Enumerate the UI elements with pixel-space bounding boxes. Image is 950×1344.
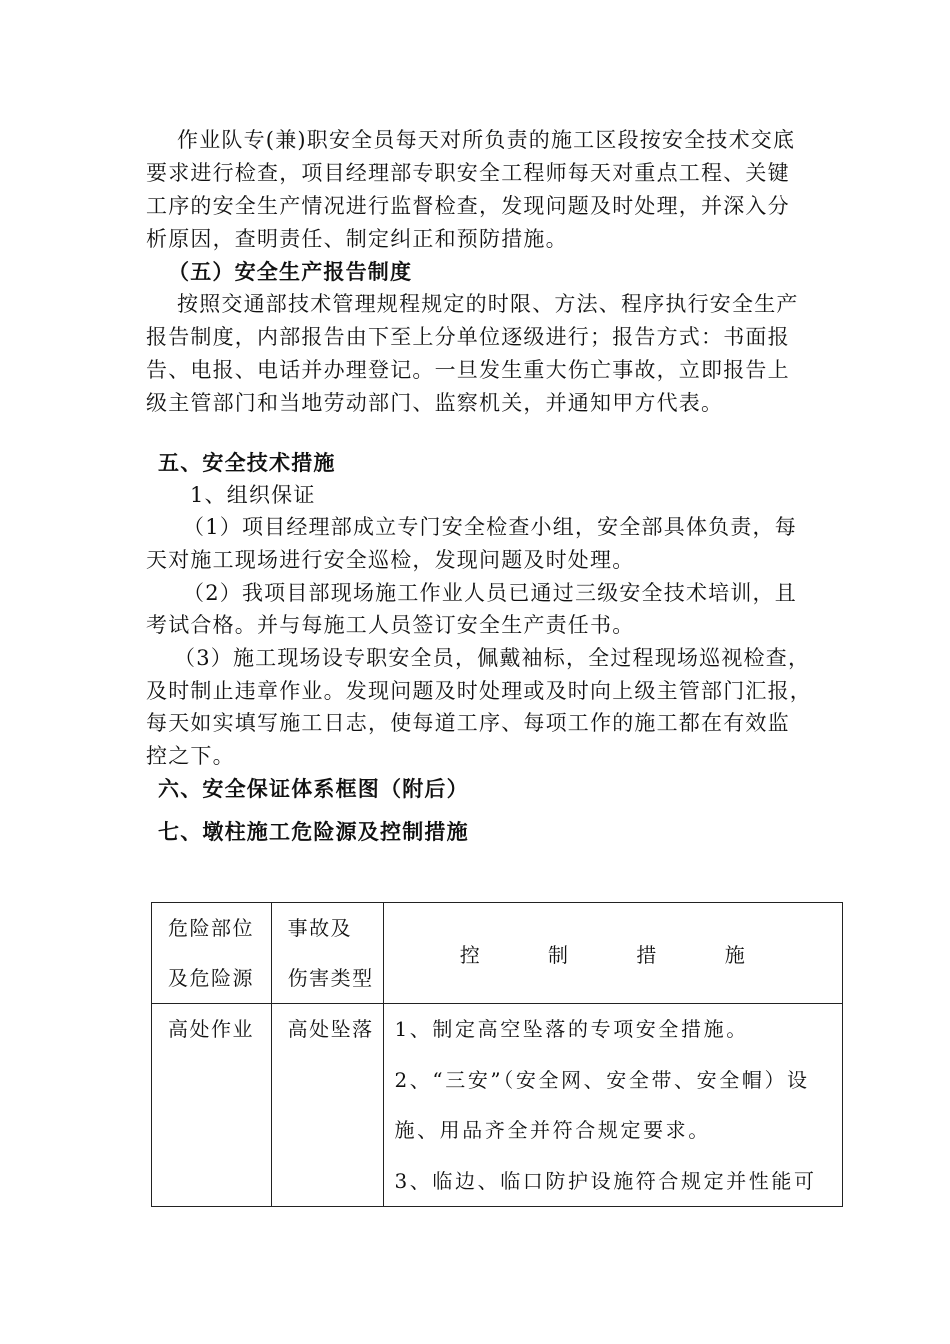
subsection-heading: （五）安全生产报告制度 [168,259,413,284]
section-heading: 五、安全技术措施 [158,450,336,475]
paragraph-line: 按照交通部技术管理规程规定的时限、方法、程序执行安全生产 [177,292,799,316]
table-row [152,1004,843,1207]
header-text: 及危险源 [168,966,254,990]
section-heading: 七、墩柱施工危险源及控制措施 [158,819,469,844]
paragraph-line: 考试合格。并与每施工人员签订安全生产责任书。 [146,613,635,637]
paragraph-line: （1）项目经理部成立专门安全检查小组，安全部具体负责，每 [183,515,797,539]
cell-type [271,1004,384,1207]
header-cell-measures [384,903,843,1004]
header-cell-location [152,903,272,1004]
hazard-control-table [151,902,843,1207]
paragraph-line: 控之下。 [146,744,235,768]
measure-line: 3、临边、临口防护设施符合规定并性能可 [394,1168,817,1193]
measure-line: 施、用品齐全并符合规定要求。 [394,1118,711,1142]
cell-text: 高处作业 [168,1017,254,1041]
paragraph-line: （2）我项目部现场施工作业人员已通过三级安全技术培训，且 [183,581,797,605]
paragraph-line: （3）施工现场设专职安全员，佩戴袖标，全过程现场巡视检查， [174,646,811,670]
header-text: 事故及 [287,916,353,940]
cell-text: 高处坠落 [287,1017,374,1041]
measure-line: 2、“三安”（安全网、安全带、安全帽）设 [394,1067,810,1092]
header-text: 伤害类型 [287,966,374,990]
header-text: 危险部位 [168,916,254,940]
cell-location [152,1004,272,1207]
measure-line: 1、制定高空坠落的专项安全措施。 [394,1017,749,1041]
header-cell-type [271,903,384,1004]
paragraph-line: 天对施工现场进行安全巡检，发现问题及时处理。 [146,548,635,572]
paragraph-line: 作业队专(兼)职安全员每天对所负责的施工区段按安全技术交底 [177,128,796,152]
paragraph-line: 级主管部门和当地劳动部门、监察机关，并通知甲方代表。 [146,391,724,415]
paragraph-line: 及时制止违章作业。发现问题及时处理或及时向上级主管部门汇报， [146,679,812,703]
paragraph-line: 每天如实填写施工日志，使每道工序、每项工作的施工都在有效监 [146,711,790,735]
section-heading: 六、安全保证体系框图（附后） [158,776,469,801]
paragraph-line: 告、电报、电话并办理登记。一旦发生重大伤亡事故，立即报告上 [146,358,790,382]
paragraph-line: 报告制度，内部报告由下至上分单位逐级进行；报告方式：书面报 [146,325,790,349]
paragraph-line: 析原因，查明责任、制定纠正和预防措施。 [146,227,568,251]
cell-measures [384,1004,843,1207]
table-header-row [152,903,843,1004]
subheading: 1、组织保证 [190,483,316,507]
paragraph-line: 工序的安全生产情况进行监督检查，发现问题及时处理，并深入分 [146,194,790,218]
header-text: 控 制 措 施 [459,942,767,967]
paragraph-line: 要求进行检查，项目经理部专职安全工程师每天对重点工程、关键 [146,161,790,185]
